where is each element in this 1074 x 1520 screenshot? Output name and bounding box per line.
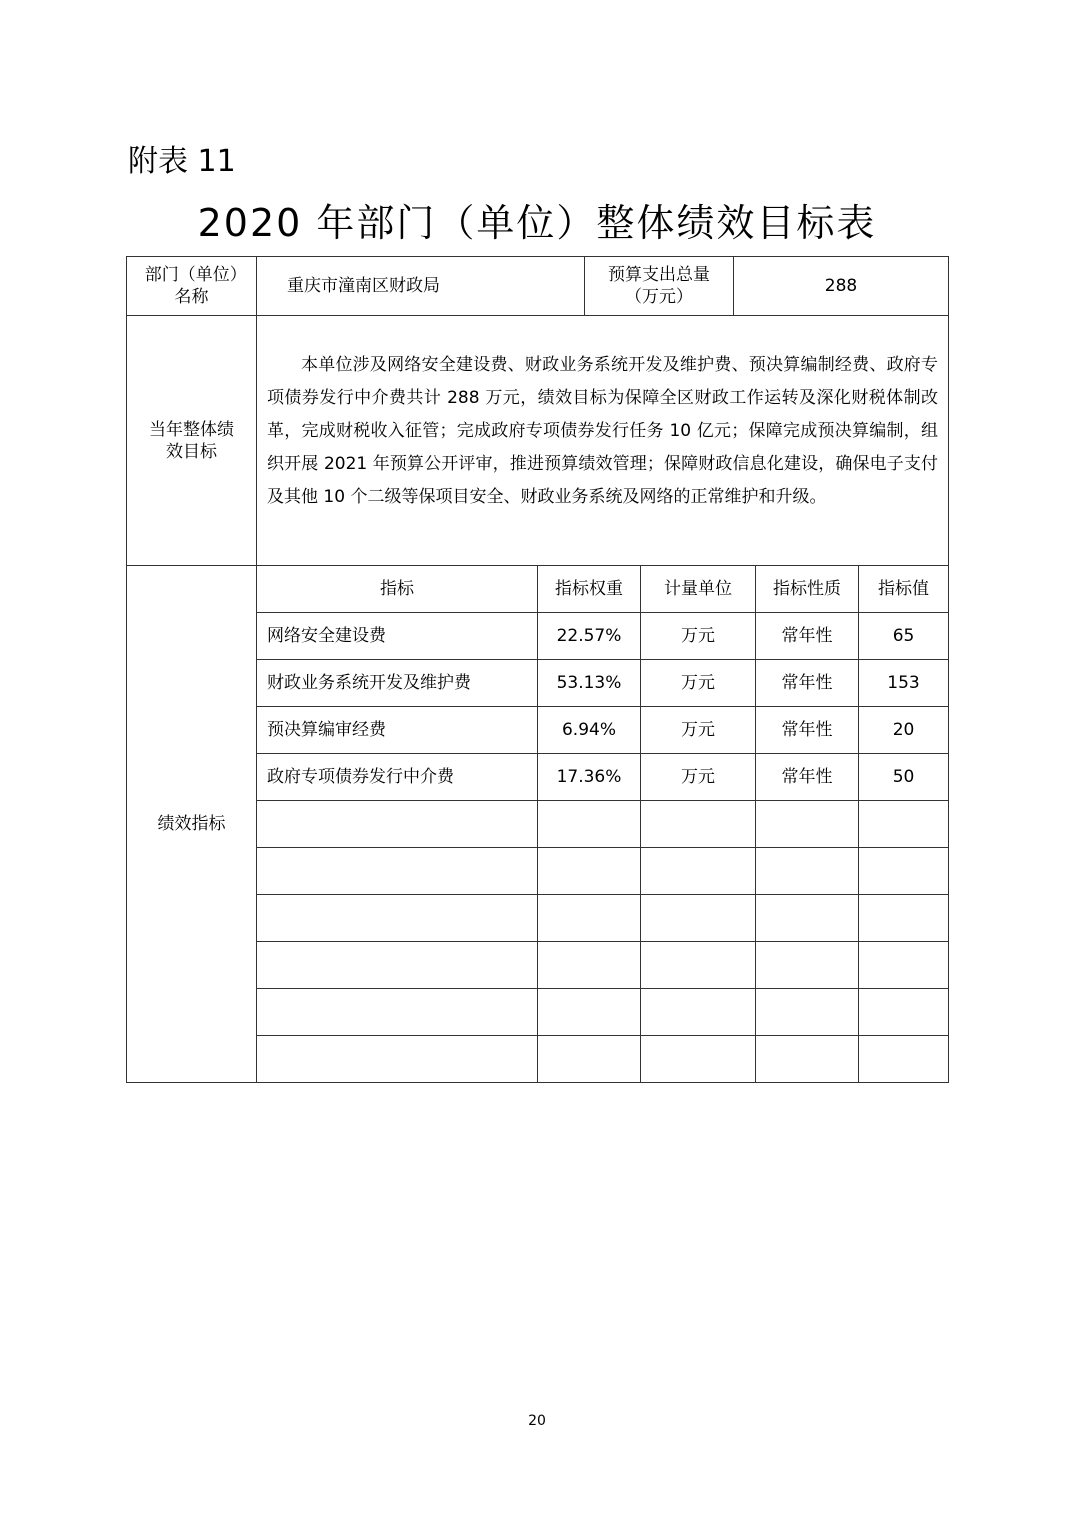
table-cell: [257, 895, 538, 942]
table-cell: 常年性: [756, 754, 859, 801]
table-cell: 常年性: [756, 660, 859, 707]
table-cell: [538, 848, 641, 895]
table-cell: [641, 848, 756, 895]
goal-label-cell: [127, 316, 257, 566]
table-cell: 153: [859, 660, 949, 707]
table-cell: [859, 1036, 949, 1083]
table-cell: [756, 895, 859, 942]
table-cell: [756, 848, 859, 895]
column-header: 指标: [257, 566, 538, 613]
table-cell: [538, 801, 641, 848]
table-cell: [257, 942, 538, 989]
table-cell: [538, 942, 641, 989]
indicator-label: 绩效指标: [127, 566, 257, 1083]
table-cell: [859, 801, 949, 848]
appendix-label: 附表 11: [128, 144, 236, 179]
goal-row: [127, 316, 949, 566]
table-cell: [538, 895, 641, 942]
table-cell: [641, 989, 756, 1036]
table-cell: 65: [859, 613, 949, 660]
table-cell: [859, 895, 949, 942]
column-header: 计量单位: [641, 566, 756, 613]
table-cell: [538, 1036, 641, 1083]
table-cell: 常年性: [756, 613, 859, 660]
table-cell: [641, 801, 756, 848]
table-cell: [859, 989, 949, 1036]
table-cell: 万元: [641, 613, 756, 660]
page-title: 2020 年部门（单位）整体绩效目标表: [197, 201, 877, 245]
table-cell: [257, 801, 538, 848]
indicator-body: [127, 566, 949, 1083]
column-header: 指标权重: [538, 566, 641, 613]
table-cell: 50: [859, 754, 949, 801]
goal-label: 当年整体绩效目标: [149, 419, 234, 462]
budget-value: 288: [734, 257, 949, 316]
dept-value: 重庆市潼南区财政局: [257, 257, 585, 316]
table-cell: [641, 1036, 756, 1083]
column-header: 指标性质: [756, 566, 859, 613]
table-cell: 22.57%: [538, 613, 641, 660]
indicator-header-row: [127, 566, 949, 613]
table-cell: [538, 989, 641, 1036]
table-cell: 20: [859, 707, 949, 754]
table-cell: 53.13%: [538, 660, 641, 707]
table-cell: [641, 895, 756, 942]
table-cell: [756, 942, 859, 989]
goal-text: 本单位涉及网络安全建设费、财政业务系统开发及维护费、预决算编制经费、政府专项债券发行中介费共计 288 万元，绩效目标为保障全区财政工作运转及深化财税体制改革，完成财税收入征管；完成政府专项债券发行任务 10 亿元；保障完成预决算编制，组织开展 2021 年预算公开评审，推进预算绩效管理；保障财政信息化建设，确保电子支付及其他 10 个二级等保项目安全、财政业务系统及网络的正常维护和升级。: [267, 355, 939, 507]
dept-label: 部门（单位）名称: [144, 265, 239, 307]
table-cell: [257, 848, 538, 895]
dept-label-cell: [127, 257, 257, 316]
table-cell: [859, 848, 949, 895]
table-cell: [756, 801, 859, 848]
table-cell: 17.36%: [538, 754, 641, 801]
table-cell: [641, 942, 756, 989]
budget-label-cell: [585, 257, 734, 316]
table-cell: 政府专项债券发行中介费: [257, 754, 538, 801]
table-cell: [756, 989, 859, 1036]
table-cell: [257, 989, 538, 1036]
header-row: [127, 257, 949, 316]
table-cell: 万元: [641, 707, 756, 754]
budget-label: 预算支出总量（万元）: [608, 265, 710, 307]
column-header: 指标值: [859, 566, 949, 613]
table-cell: 网络安全建设费: [257, 613, 538, 660]
table-cell: [756, 1036, 859, 1083]
table-cell: 财政业务系统开发及维护费: [257, 660, 538, 707]
table-cell: 常年性: [756, 707, 859, 754]
page-number: 20: [528, 1413, 546, 1429]
table-cell: 预决算编审经费: [257, 707, 538, 754]
table-cell: [257, 1036, 538, 1083]
table-cell: 万元: [641, 660, 756, 707]
table-cell: [859, 942, 949, 989]
table-cell: 万元: [641, 754, 756, 801]
goal-text-cell: [257, 316, 949, 566]
table-cell: 6.94%: [538, 707, 641, 754]
performance-table: [126, 256, 949, 1083]
